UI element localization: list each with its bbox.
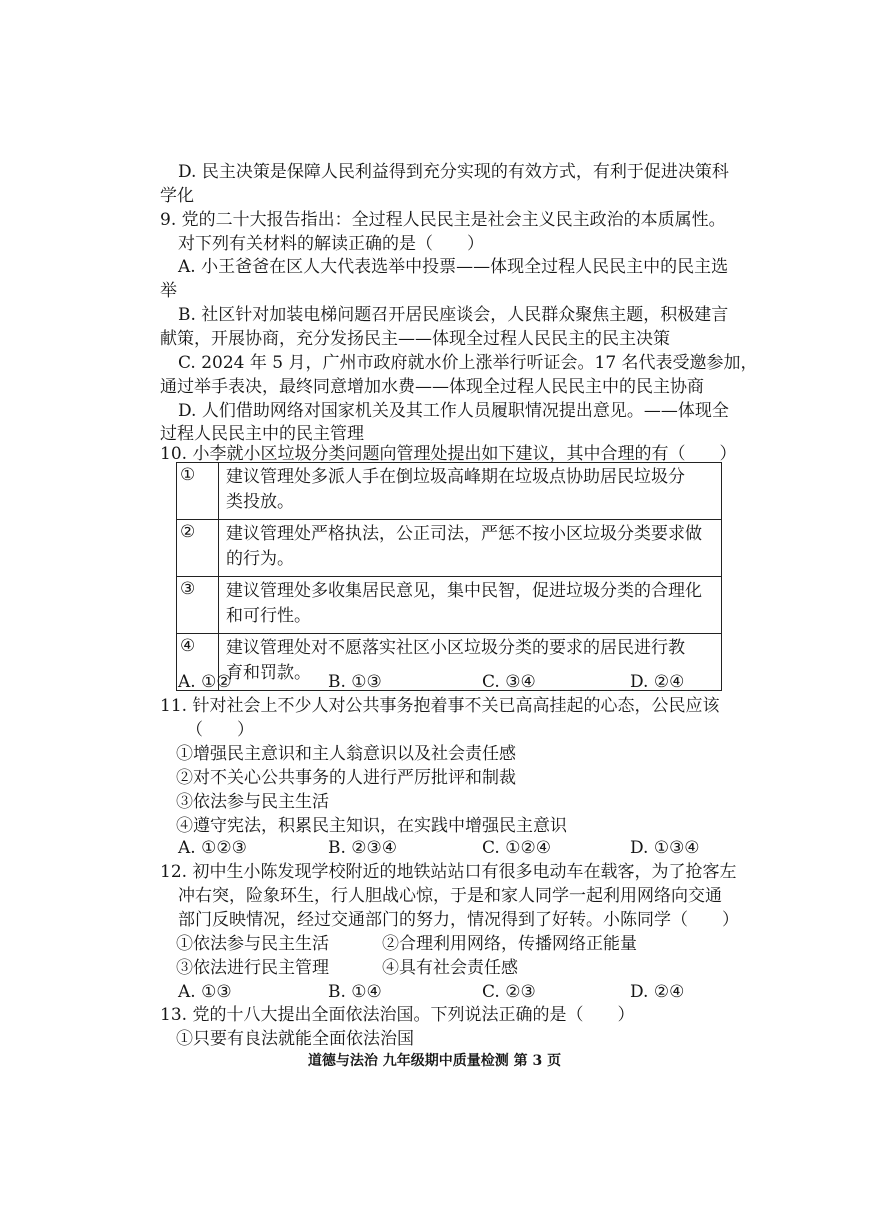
row-text-line1: 建议管理处对不愿落实社区小区垃圾分类的要求的居民进行教: [226, 638, 685, 658]
q9-option-a-line2: 举: [160, 281, 177, 301]
q10-option-b: B. ①③: [328, 672, 382, 692]
q9-option-d-line1: D. 人们借助网络对国家机关及其工作人员履职情况提出意见。——体现全: [178, 401, 729, 421]
q12-items-row1: [176, 932, 736, 956]
page-footer: 道德与法治 九年级期中质量检测 第 3 页: [307, 1053, 562, 1069]
q12-option-a: A. ①③: [178, 982, 232, 1002]
q11-option-d: D. ①③④: [630, 838, 700, 858]
q9-option-c-line1: C. 2024 年 5 月，广州市政府就水价上涨举行听证会。17 名代表受邀参加，: [178, 353, 758, 373]
q11-stem-line2: （ ）: [186, 720, 254, 740]
q11-option-b: B. ②③④: [328, 838, 398, 858]
q12-stem-line1: 12. 初中生小陈发现学校附近的地铁站站口有很多电动车在载客，为了抢客左: [160, 862, 737, 882]
q12-option-c: C. ②③: [482, 982, 536, 1002]
q9-option-a-line1: A. 小王爸爸在区人大代表选举中投票——体现全过程人民民主中的民主选: [178, 257, 729, 277]
row-number: ②: [177, 520, 219, 577]
q11-option-c: C. ①②④: [482, 838, 551, 858]
q10-options: [178, 670, 738, 694]
row-text: [219, 463, 722, 520]
q12-item-3: ③依法进行民主管理: [176, 958, 329, 978]
row-text-line2: 育和罚款。: [226, 663, 311, 683]
q9-option-b-line2: 献策，开展协商，充分发扬民主——体现全过程人民民主的民主决策: [160, 329, 670, 349]
q11-item-4: ④遵守宪法，积累民主知识，在实践中增强民主意识: [176, 816, 567, 836]
row-number: ③: [177, 577, 219, 634]
q11-item-3: ③依法参与民主生活: [176, 792, 329, 812]
q13-item-1: ①只要有良法就能全面依法治国: [176, 1029, 414, 1049]
q10-suggestion-table: [176, 462, 722, 691]
q12-option-b: B. ①④: [328, 982, 382, 1002]
table-row: [177, 520, 722, 577]
q11-option-a: A. ①②③: [178, 838, 247, 858]
q12-stem-line3: 部门反映情况，经过交通部门的努力，情况得到了好转。小陈同学（ ）: [178, 910, 739, 930]
q10-option-a: A. ①②: [178, 672, 232, 692]
q11-item-1: ①增强民主意识和主人翁意识以及社会责任感: [176, 744, 516, 764]
q9-stem-line1: 9. 党的二十大报告指出：全过程人民民主是社会主义民主政治的本质属性。: [160, 210, 726, 230]
q12-item-1: ①依法参与民主生活: [176, 934, 329, 954]
q10-option-d: D. ②④: [630, 672, 685, 692]
row-text-line1: 建议管理处多收集居民意见，集中民智，促进垃圾分类的合理化: [226, 581, 702, 601]
q9-option-d-line2: 过程人民民主中的民主管理: [160, 424, 364, 444]
table-row: [177, 463, 722, 520]
q9-stem-line2: 对下列有关材料的解读正确的是（ ）: [178, 234, 484, 254]
table-row: [177, 577, 722, 634]
q12-options: [178, 980, 738, 1004]
q10-stem: 10. 小李就小区垃圾分类问题向管理处提出如下建议，其中合理的有（ ）: [160, 444, 737, 464]
q8-option-d-line2: 学化: [160, 186, 194, 206]
row-text: [219, 577, 722, 634]
q11-item-2: ②对不关心公共事务的人进行严厉批评和制裁: [176, 768, 516, 788]
q12-option-d: D. ②④: [630, 982, 685, 1002]
q12-stem-line2: 冲右突，险象环生，行人胆战心惊，于是和家人同学一起利用网络向交通: [178, 886, 722, 906]
q11-options: [178, 836, 738, 860]
row-text-line1: 建议管理处严格执法，公正司法，严惩不按小区垃圾分类要求做: [226, 524, 702, 544]
q10-option-c: C. ③④: [482, 672, 536, 692]
q12-item-4: ④具有社会责任感: [382, 958, 518, 978]
q9-option-b-line1: B. 社区针对加装电梯问题召开居民座谈会，人民群众聚焦主题，积极建言: [178, 305, 729, 325]
q13-stem: 13. 党的十八大提出全面依法治国。下列说法正确的是（ ）: [160, 1005, 635, 1025]
row-number: ①: [177, 463, 219, 520]
q11-stem-line1: 11. 针对社会上不少人对公共事务抱着事不关已高高挂起的心态，公民应该: [160, 696, 720, 716]
row-text: [219, 520, 722, 577]
q12-items-row2: [176, 956, 736, 980]
q12-item-2: ②合理利用网络，传播网络正能量: [382, 934, 637, 954]
row-text-line2: 和可行性。: [226, 606, 311, 626]
row-text-line2: 类投放。: [226, 492, 294, 512]
q8-option-d-line1: D. 民主决策是保障人民利益得到充分实现的有效方式，有利于促进决策科: [178, 162, 729, 182]
row-text-line2: 的行为。: [226, 549, 294, 569]
q9-option-c-line2: 通过举手表决，最终同意增加水费——体现全过程人民民主中的民主协商: [160, 377, 704, 397]
row-number: ④: [177, 634, 219, 691]
row-text-line1: 建议管理处多派人手在倒垃圾高峰期在垃圾点协助居民垃圾分: [226, 467, 685, 487]
